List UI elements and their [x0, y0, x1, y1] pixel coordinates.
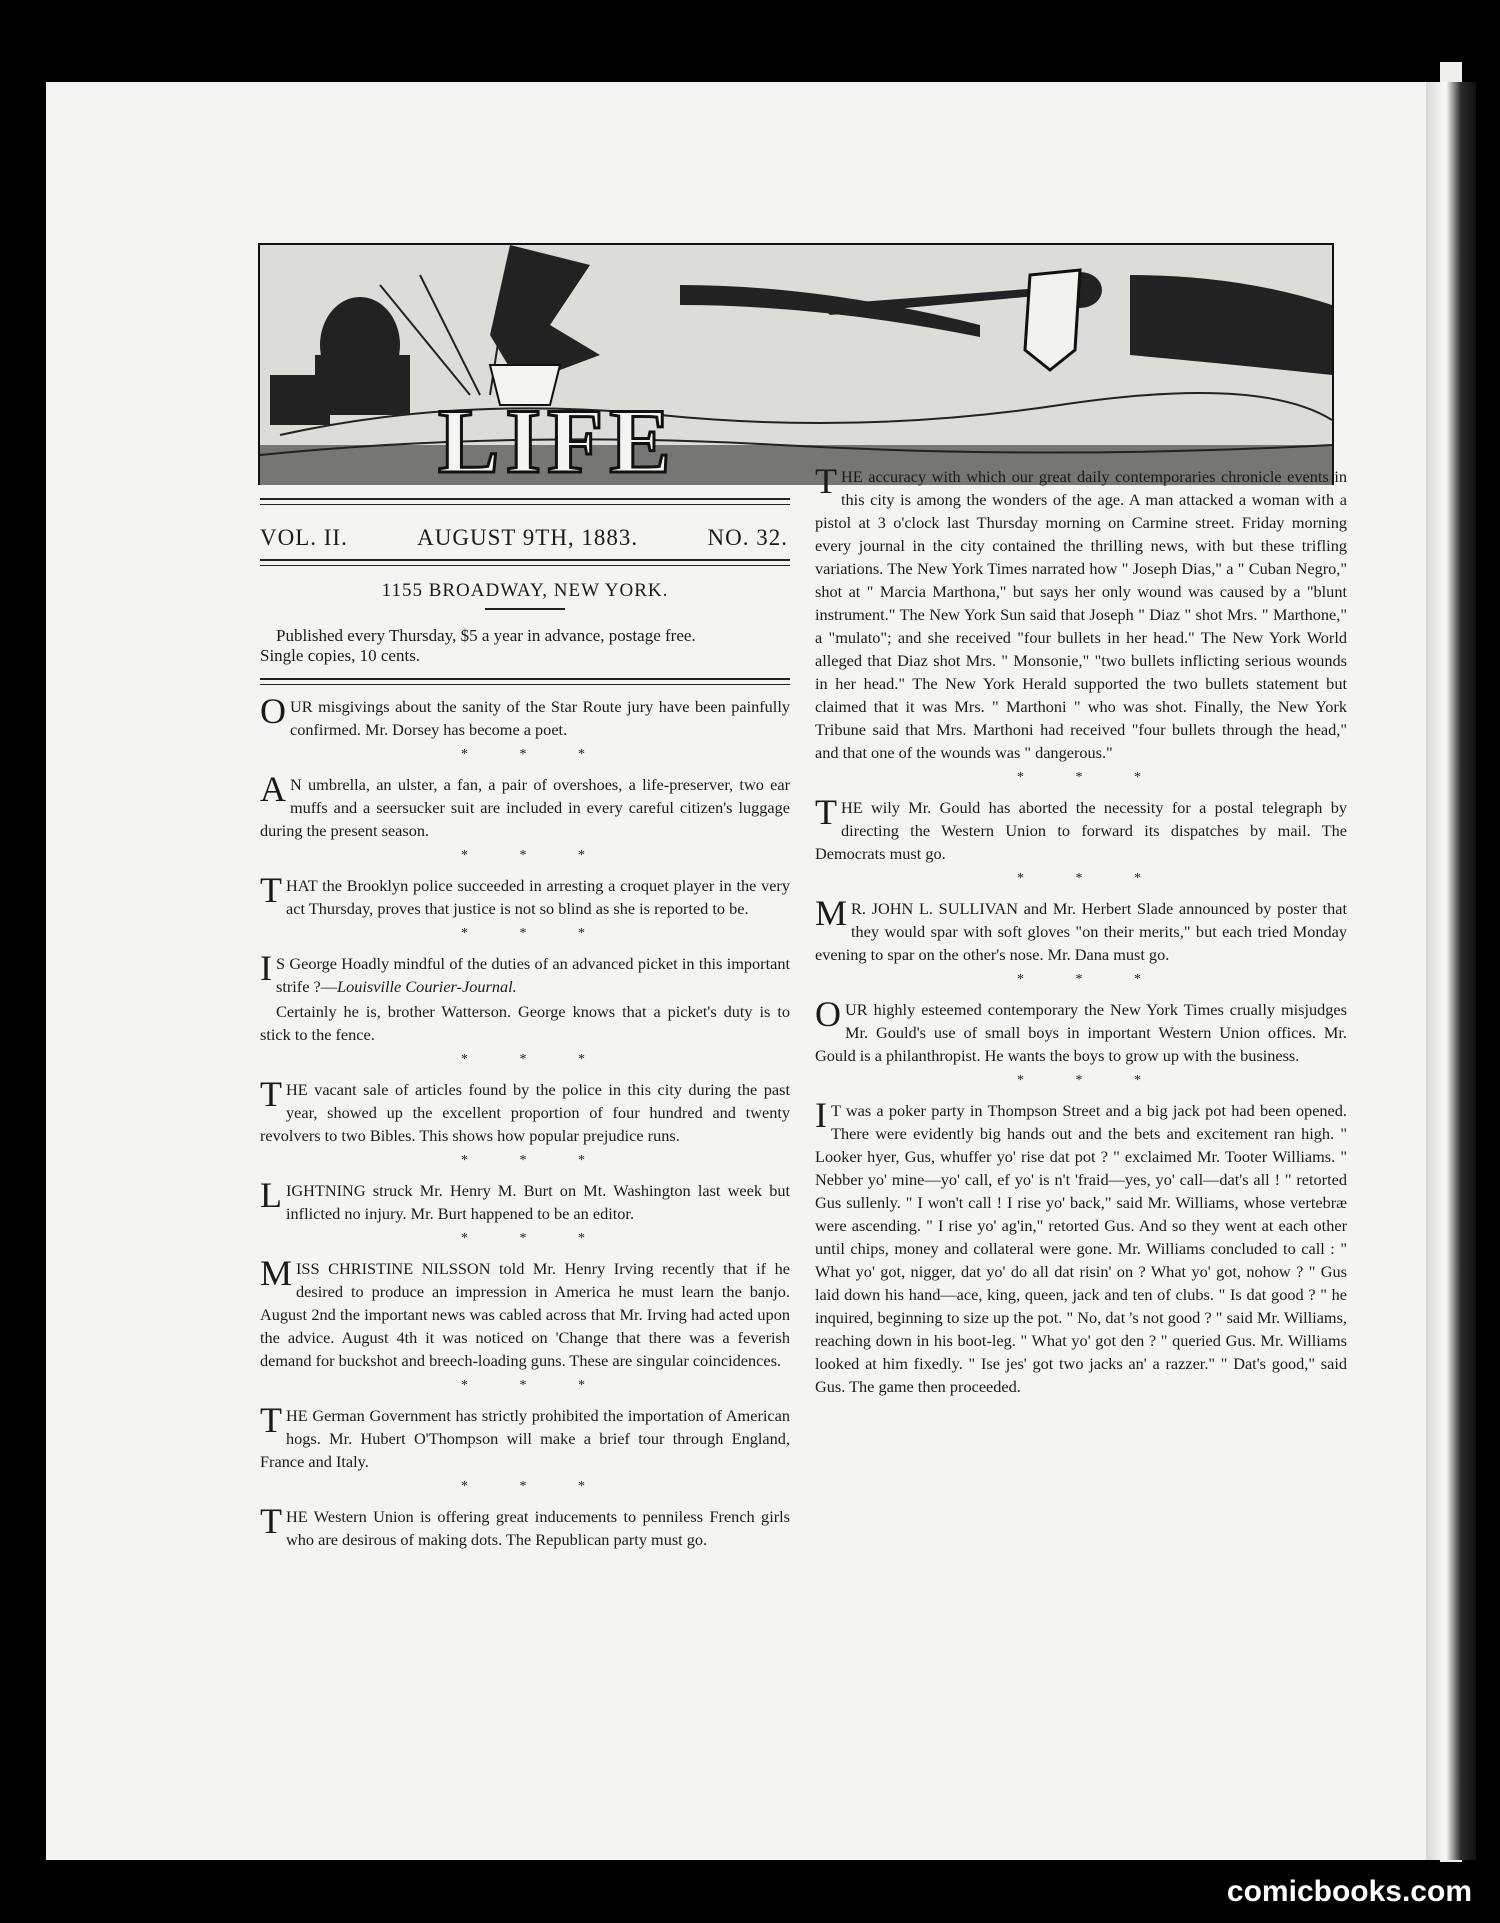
- header-rule-lower: [260, 559, 790, 566]
- drop-cap: A: [260, 769, 286, 809]
- drop-cap: I: [260, 948, 272, 988]
- paragraph-text: UR misgivings about the sanity of the Star Route jury have been painfully confirmed. Mr. Dorsey has become a poet.: [290, 697, 790, 739]
- paragraph-text: HE Western Union is offering great inducements to penniless French girls who are desirous of making dots. The Republican party must go.: [286, 1507, 790, 1549]
- paragraph-text: T was a poker party in Thompson Street and a big jack pot had been opened. There were evidently big hands out and the bets and excitement ran high. " Looker hyer, Gus, whuffer yo' rise dat pot ? " exclaimed Mr. Tooter Williams. " Nebber yo' mine—yo' call, ef yo' is n't 'fraid—yes, yo' call—dat's all ! " retorted Gus sullenly. " I won't call ! I rise yo' back," said Mr. Williams, whose vertebræ were ascending. " I rise yo' ag'in," retorted Gus. And so they went at each other until chips, money and collateral were gone. Mr. Williams concluded to call : " What yo' got, nigger, dat yo' do all dat risin' on ? What yo' got, nohow ? " Gus laid down his hand—ace, king, queen, jack and ten of clubs. " Is dat good ? " he inquired, beginning to size up the pot. " No, dat 's not good ? " said Mr. Williams, reaching down in his boot-leg. " What yo' got den ? " queried Gus. Mr. Williams looked at him fixedly. " Ise jes' got two jacks an' a razzer." " Dat's good," said Gus. The game then proceeded.: [815, 1101, 1347, 1396]
- paragraph-text: HE vacant sale of articles found by the police in this city during the past year, showed up the excellent proportion of four hundred and twenty revolvers to two Bibles. This shows how popular prejudice runs.: [260, 1080, 790, 1145]
- paragraph-text: HE accuracy with which our great daily contemporaries chronicle events in this city is among the wonders of the age. A man attacked a woman with a pistol at 3 o'clock last Thursday morning on Carmine street. Friday morning every journal in the city contained the thrilling news, with but these trifling variations. The New York Times narrated how " Joseph Dias," a " Cuban Negro," shot at " Marcia Marthona," but says her only wound was caused by a "blunt instrument." The New York Sun said that Joseph " Diaz " shot Mrs. " Marthone," a "mulato"; and she received "four bullets in her head." The New York World alleged that Diaz shot Mrs. " Monsonie," "two bullets inflicting serious wounds in her head." The New York Herald supported the two bullets statement but claimed that it was Mrs. " Marthoni " who was shot. Finally, the New York Tribune said that Mrs. Marthoni had received "four bullets through the head," and that one of the wounds was " dangerous.": [815, 467, 1347, 762]
- masthead-end-rule: [260, 678, 790, 685]
- news-paragraph: [260, 1501, 790, 1551]
- page-binding: [1426, 82, 1476, 1860]
- news-paragraph: [260, 1400, 790, 1473]
- news-paragraph: [815, 994, 1347, 1067]
- section-separator: * * *: [1017, 972, 1165, 987]
- drop-cap: O: [260, 691, 286, 731]
- drop-cap: T: [260, 870, 282, 910]
- news-paragraph: [815, 1095, 1347, 1398]
- subscription-info: Published every Thursday, $5 a year in advance, postage free.: [276, 626, 696, 645]
- news-paragraph: [815, 792, 1347, 865]
- paragraph-text: HE German Government has strictly prohibited the importation of American hogs. Mr. Hubert O'Thompson will make a brief tour through England, France and Italy.: [260, 1406, 790, 1471]
- drop-cap: T: [815, 461, 837, 501]
- source-citation: Louisville Courier-Journal.: [337, 977, 517, 996]
- drop-cap: O: [815, 994, 841, 1034]
- drop-cap: I: [815, 1095, 827, 1135]
- news-paragraph: [260, 870, 790, 920]
- volume-line: [260, 505, 790, 559]
- paragraph-text: HE wily Mr. Gould has aborted the necessity for a postal telegraph by directing the Western Union to forward its dispatches by mail. The Democrats must go.: [815, 798, 1347, 863]
- paragraph-text: IGHTNING struck Mr. Henry M. Burt on Mt. Washington last week but inflicted no injury. Mr. Burt happened to be an editor.: [286, 1181, 790, 1223]
- news-paragraph: [815, 893, 1347, 966]
- drop-cap: M: [815, 893, 848, 933]
- news-paragraph: [260, 948, 790, 998]
- masthead-illustration: [258, 243, 1334, 485]
- paragraph-text: S George Hoadly mindful of the duties of an advanced picket in this important strife ?—: [276, 954, 790, 996]
- masthead-engraving: [260, 245, 1332, 485]
- right-items: [815, 461, 1347, 1398]
- drop-cap: M: [260, 1253, 293, 1293]
- masthead-title: LIFE: [438, 390, 677, 485]
- paragraph-text: ISS CHRISTINE NILSSON told Mr. Henry Irving recently that if he desired to produce an impression in America he must learn the banjo. August 2nd the important news was cabled across that Mr. Irving had acted upon the advice. August 4th it was noticed on 'Change that there was a feverish demand for buckshot and breech-loading guns. These are singular coincidences.: [260, 1259, 790, 1370]
- address-rule: [485, 608, 565, 610]
- news-paragraph: [260, 1074, 790, 1147]
- section-separator: * * *: [461, 926, 609, 941]
- section-separator: * * *: [461, 1479, 609, 1494]
- section-separator: * * *: [1017, 770, 1165, 785]
- section-separator: * * *: [1017, 871, 1165, 886]
- paragraph-text: N umbrella, an ulster, a fan, a pair of overshoes, a life-preserver, two ear muffs and a seersucker suit are included in every careful citizen's luggage during the present season.: [260, 775, 790, 840]
- left-items: [260, 691, 790, 1551]
- header-rule: [260, 498, 790, 505]
- drop-cap: T: [260, 1400, 282, 1440]
- news-paragraph: [260, 691, 790, 741]
- news-paragraph: [260, 769, 790, 842]
- volume-number: VOL. II.: [260, 525, 348, 550]
- news-paragraph: [260, 1253, 790, 1372]
- section-separator: * * *: [1017, 1073, 1165, 1088]
- section-separator: * * *: [461, 1153, 609, 1168]
- section-separator: * * *: [461, 848, 609, 863]
- publisher-address: 1155 BROADWAY, NEW YORK.: [381, 580, 669, 601]
- right-column: [815, 455, 1347, 1398]
- paragraph-text: UR highly esteemed contemporary the New York Times crually misjudges Mr. Gould's use of small boys in important Western Union offices. Mr. Gould is a philanthropist. He wants the boys to grow up with the business.: [815, 1000, 1347, 1065]
- section-separator: * * *: [461, 1378, 609, 1393]
- drop-cap: T: [815, 792, 837, 832]
- section-separator: * * *: [461, 1231, 609, 1246]
- watermark-logo: comicbooks.com: [1226, 1875, 1472, 1908]
- issue-date: AUGUST 9TH, 1883.: [417, 525, 639, 550]
- drop-cap: L: [260, 1175, 282, 1215]
- drop-cap: T: [260, 1501, 282, 1541]
- news-paragraph: [260, 1175, 790, 1225]
- drop-cap: T: [260, 1074, 282, 1114]
- issue-number: NO. 32.: [707, 525, 788, 550]
- paragraph-text: R. JOHN L. SULLIVAN and Mr. Herbert Slade announced by poster that they would spar with soft gloves "on their merits," but each tried Monday evening to spar on the other's nose. Mr. Dana must go.: [815, 899, 1347, 964]
- single-copy-price: Single copies, 10 cents.: [260, 646, 421, 665]
- news-paragraph: [815, 461, 1347, 764]
- paragraph-text: HAT the Brooklyn police succeeded in arresting a croquet player in the very act Thursday, proves that justice is not so blind as she is reported to be.: [286, 876, 790, 918]
- paragraph-response: Certainly he is, brother Watterson. George knows that a picket's duty is to stick to the fence.: [260, 1002, 790, 1044]
- section-separator: * * *: [461, 747, 609, 762]
- left-column: [260, 498, 790, 1551]
- section-separator: * * *: [461, 1052, 609, 1067]
